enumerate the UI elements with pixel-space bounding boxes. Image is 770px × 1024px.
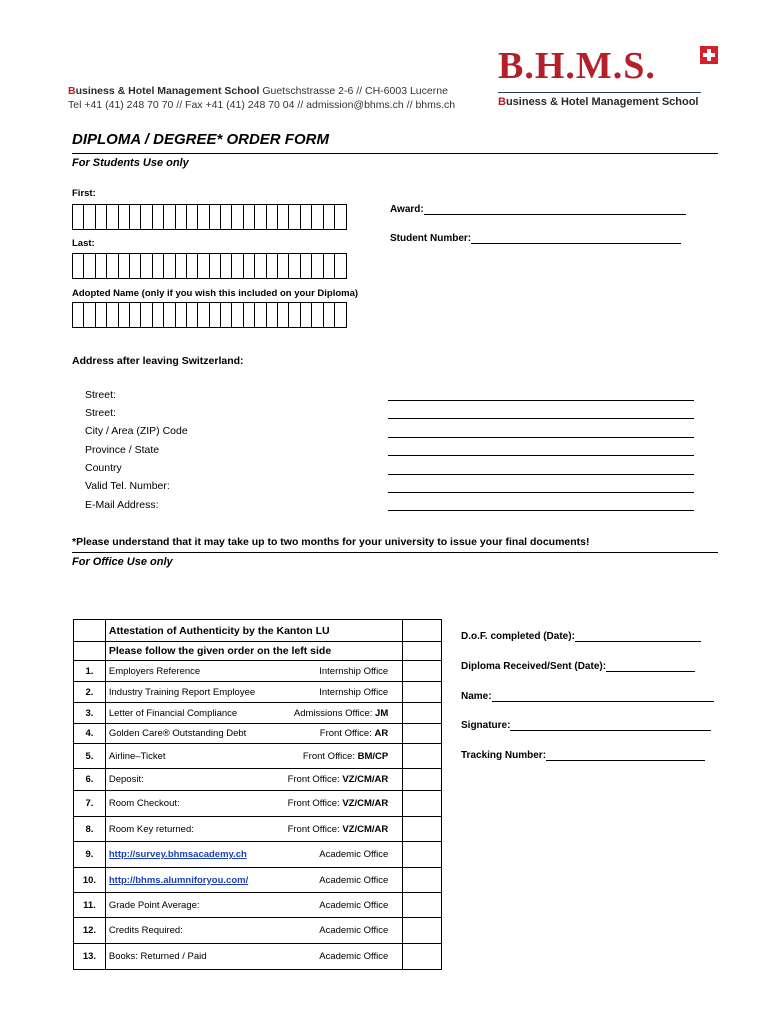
row-office: Front Office: AR xyxy=(319,728,389,739)
logo-subtitle: Business & Hotel Management School xyxy=(498,96,699,108)
row-office: Front Office: VZ/CM/AR xyxy=(287,774,389,785)
row-number: 3. xyxy=(74,703,106,724)
row-item: Letter of Financial Compliance xyxy=(108,707,238,719)
last-name-boxes[interactable] xyxy=(72,253,347,279)
award-label: Award: xyxy=(390,204,424,215)
table-row xyxy=(74,817,442,842)
tel-line[interactable] xyxy=(388,492,694,493)
row-number: 12. xyxy=(74,918,106,944)
table-row xyxy=(74,724,442,744)
province-line[interactable] xyxy=(388,455,694,456)
table-row xyxy=(74,918,442,944)
check-cell[interactable] xyxy=(403,724,442,744)
row-number: 4. xyxy=(74,724,106,744)
row-office: Academic Office xyxy=(319,849,389,860)
adopted-name-label: Adopted Name (only if you wish this included on your Diploma) xyxy=(72,288,359,299)
form-title: DIPLOMA / DEGREE* ORDER FORM xyxy=(72,131,329,148)
school-address: Guetschstrasse 2-6 // CH-6003 Lucerne xyxy=(262,85,448,97)
street-2-label: Street: xyxy=(85,407,116,419)
check-cell[interactable] xyxy=(403,620,442,642)
row-item: Room Key returned: xyxy=(108,823,194,835)
tracking-number-field[interactable] xyxy=(461,750,705,761)
street-2-line[interactable] xyxy=(388,418,694,419)
row-number: 10. xyxy=(74,868,106,893)
signature-field[interactable] xyxy=(461,720,711,731)
title-divider xyxy=(72,153,718,154)
row-office: Front Office: VZ/CM/AR xyxy=(287,823,389,835)
row-office: Front Office: BM/CP xyxy=(302,750,389,762)
first-name-label: First: xyxy=(72,188,96,199)
award-field[interactable] xyxy=(390,204,686,215)
row-item: Employers Reference xyxy=(108,665,201,677)
row-office: Internship Office xyxy=(319,686,389,698)
last-name-label: Last: xyxy=(72,238,95,249)
table-row xyxy=(74,703,442,724)
row-office: Admissions Office: JM xyxy=(293,707,389,719)
check-cell[interactable] xyxy=(403,703,442,724)
table-row xyxy=(74,744,442,769)
row-number: 9. xyxy=(74,842,106,868)
tel-label: Valid Tel. Number: xyxy=(85,480,170,492)
check-cell[interactable] xyxy=(403,944,442,970)
email-line[interactable] xyxy=(388,510,694,511)
table-row xyxy=(74,682,442,703)
dof-field[interactable] xyxy=(461,631,701,642)
check-cell[interactable] xyxy=(403,817,442,842)
survey-link[interactable]: http://survey.bhmsacademy.ch xyxy=(108,849,247,860)
logo-divider xyxy=(498,92,701,93)
table-row xyxy=(74,944,442,970)
row-item: Credits Required: xyxy=(108,925,183,936)
tracking-number-label: Tracking Number: xyxy=(461,750,547,761)
student-number-label: Student Number: xyxy=(390,233,472,244)
attestation-title: Attestation of Authenticity by the Kanton LU xyxy=(108,624,330,637)
school-name: Business & Hotel Management School xyxy=(68,85,260,97)
row-number: 13. xyxy=(74,944,106,970)
city-zip-label: City / Area (ZIP) Code xyxy=(85,425,188,437)
adopted-name-boxes[interactable] xyxy=(72,302,347,328)
street-1-label: Street: xyxy=(85,389,116,401)
student-number-field[interactable] xyxy=(390,233,681,244)
row-item: Books: Returned / Paid xyxy=(108,951,207,962)
table-row xyxy=(74,661,442,682)
city-zip-line[interactable] xyxy=(388,437,694,438)
country-line[interactable] xyxy=(388,474,694,475)
diploma-sent-field[interactable] xyxy=(461,661,695,672)
check-cell[interactable] xyxy=(403,868,442,893)
row-office: Academic Office xyxy=(319,925,389,936)
check-cell[interactable] xyxy=(403,791,442,817)
attestation-instruction: Please follow the given order on the left side xyxy=(108,645,332,657)
table-row xyxy=(74,791,442,817)
name-field[interactable] xyxy=(461,691,714,702)
check-cell[interactable] xyxy=(403,918,442,944)
country-label: Country xyxy=(85,462,122,474)
check-cell[interactable] xyxy=(403,744,442,769)
check-cell[interactable] xyxy=(403,661,442,682)
processing-note: *Please understand that it may take up to two months for your university to issue your final documents! xyxy=(72,536,590,548)
table-row xyxy=(74,868,442,893)
row-item: Golden Care® Outstanding Debt xyxy=(108,728,247,739)
diploma-sent-label: Diploma Received/Sent (Date): xyxy=(461,661,607,672)
check-cell[interactable] xyxy=(403,769,442,791)
school-contact: Tel +41 (41) 248 70 70 // Fax +41 (41) 248 70 04 // admission@bhms.ch // bhms.ch xyxy=(68,99,456,111)
row-number: 6. xyxy=(74,769,106,791)
address-heading: Address after leaving Switzerland: xyxy=(72,355,244,367)
table-row xyxy=(74,842,442,868)
province-label: Province / State xyxy=(85,444,160,456)
row-item: Grade Point Average: xyxy=(108,899,200,911)
row-item: Industry Training Report Employee xyxy=(108,686,256,698)
name-label: Name: xyxy=(461,691,492,702)
swiss-flag-icon xyxy=(700,46,718,64)
signature-label: Signature: xyxy=(461,720,511,731)
note-divider xyxy=(72,552,718,553)
alumni-link[interactable]: http://bhms.alumniforyou.com/ xyxy=(108,874,249,886)
street-1-line[interactable] xyxy=(388,400,694,401)
row-office: Academic Office xyxy=(319,874,389,886)
bhms-logo xyxy=(498,44,722,116)
row-office: Academic Office xyxy=(319,951,389,962)
row-item: Airline–Ticket xyxy=(108,750,166,762)
row-item: Room Checkout: xyxy=(108,798,180,809)
check-cell[interactable] xyxy=(403,893,442,918)
office-section-heading: For Office Use only xyxy=(72,556,173,568)
table-row xyxy=(74,769,442,791)
first-name-boxes[interactable] xyxy=(72,204,347,230)
row-number: 8. xyxy=(74,817,106,842)
row-number: 2. xyxy=(74,682,106,703)
email-label: E-Mail Address: xyxy=(85,499,159,511)
check-cell[interactable] xyxy=(403,682,442,703)
row-office: Academic Office xyxy=(319,899,389,911)
row-item: Deposit: xyxy=(108,774,144,785)
row-number: 1. xyxy=(74,661,106,682)
check-cell[interactable] xyxy=(403,842,442,868)
attestation-table xyxy=(73,619,442,970)
row-number: 11. xyxy=(74,893,106,918)
row-number: 7. xyxy=(74,791,106,817)
students-section-heading: For Students Use only xyxy=(72,157,189,169)
row-office: Internship Office xyxy=(319,665,389,677)
row-number: 5. xyxy=(74,744,106,769)
dof-label: D.o.F. completed (Date): xyxy=(461,631,575,642)
row-office: Front Office: VZ/CM/AR xyxy=(287,798,389,809)
logo-text: B.H.M.S. xyxy=(498,45,656,87)
table-row xyxy=(74,893,442,918)
